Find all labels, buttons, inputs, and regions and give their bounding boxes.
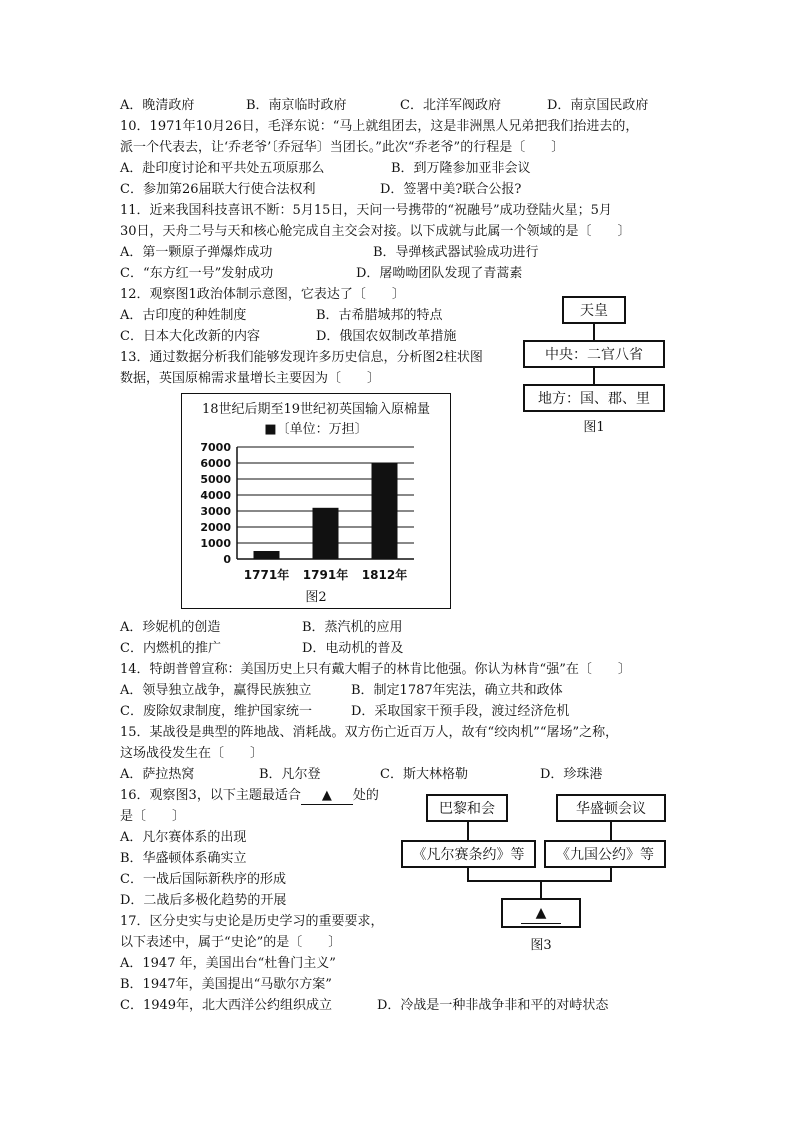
q12-option-c: C．日本大化改新的内容 — [120, 329, 260, 344]
q17-option-a: A．1947 年，美国出台“杜鲁门主义” — [120, 956, 336, 971]
q10-stem-line1: 10．1971年10月26日，毛泽东说：“马上就组团去，这是非洲黑人兄弟把我们抬进去的， — [120, 119, 639, 134]
q17-stem-line2: 以下表述中，属于“史论”的是〔 〕 — [120, 935, 342, 950]
q13-stem-line1: 13．通过数据分析我们能够发现许多历史信息，分析图2柱状图 — [120, 350, 483, 365]
q9-option-d: D．南京国民政府 — [547, 98, 649, 113]
q11-option-a: A．第一颗原子弹爆炸成功 — [120, 245, 273, 260]
chart-xtick-label: 1812年 — [361, 568, 408, 582]
chart-plot — [182, 394, 450, 608]
q17-stem-line1: 17．区分史实与史论是历史学习的重要要求， — [120, 914, 384, 929]
figure3-box-paris: 巴黎和会 — [426, 794, 508, 822]
figure1-caption: 图1 — [583, 420, 605, 435]
q16-option-c: C．一战后国际新秩序的形成 — [120, 872, 286, 887]
figure3-box-washington: 华盛顿会议 — [556, 794, 666, 822]
q10-option-a: A．赴印度讨论和平共处五项原那么 — [120, 161, 325, 176]
q17-option-b: B．1947年，美国提出“马歇尔方案” — [120, 977, 332, 992]
q14-option-d: D．采取国家干预手段，渡过经济危机 — [351, 704, 570, 719]
chart-xtick-label: 1771年 — [243, 568, 290, 582]
q12-option-d: D．俄国农奴制改革措施 — [316, 329, 457, 344]
chart-ytick-label: 7000 — [200, 441, 231, 454]
figure3-connector-right-top — [610, 822, 612, 840]
q11-stem-line2: 30日，天舟二号与天和核心舱完成自主交会对接。以下成就与此属一个领域的是〔 〕 — [120, 224, 631, 239]
chart-bar — [254, 551, 280, 559]
chart-xtick-label: 1791年 — [302, 568, 349, 582]
q9-option-a: A．晚清政府 — [120, 98, 195, 113]
q16-stem-line1 — [120, 788, 379, 805]
figure3-blank-marker: ▲ — [521, 903, 561, 924]
q13-stem-line2: 数据，英国原棉需求量增长主要因为〔 〕 — [120, 371, 381, 386]
q16-option-a: A．凡尔赛体系的出现 — [120, 830, 247, 845]
q15-stem-line2: 这场战役发生在〔 〕 — [120, 746, 264, 761]
q13-option-b: B．蒸汽机的应用 — [302, 620, 403, 635]
chart-ytick-label: 2000 — [200, 521, 231, 534]
figure3-caption: 图3 — [530, 938, 552, 953]
figure2-caption: 图2 — [305, 590, 327, 605]
q12-option-a: A．古印度的种姓制度 — [120, 308, 247, 323]
chart-ytick-label: 4000 — [200, 489, 231, 502]
q16-stem-part-a: 16．观察图3，以下主题最适合 — [120, 788, 301, 803]
figure1-box-central: 中央：二官八省 — [523, 340, 665, 368]
chart-ytick-label: 5000 — [200, 473, 231, 486]
q17-option-c: C．1949年，北大西洋公约组织成立 — [120, 998, 333, 1013]
figure1-connector-1 — [593, 324, 595, 340]
q16-option-d: D．二战后多极化趋势的开展 — [120, 893, 287, 908]
q10-option-c: C．参加第26届联大行使合法权利 — [120, 182, 316, 197]
chart-ytick-label: 3000 — [200, 505, 231, 518]
chart-legend: ■〔单位：万担〕 — [264, 422, 368, 437]
q16-blank-marker: ▲ — [301, 788, 353, 805]
q9-option-b: B．南京临时政府 — [246, 98, 347, 113]
chart-ytick-label: 6000 — [200, 457, 231, 470]
figure1-connector-2 — [593, 368, 595, 384]
q11-option-b: B．导弹核武器试验成功进行 — [373, 245, 539, 260]
chart-title: 18世纪后期至19世纪初英国输入原棉量 — [201, 402, 431, 417]
q15-stem-line1: 15．某战役是典型的阵地战、消耗战。双方伤亡近百万人，故有“绞肉机”“屠场”之称， — [120, 725, 619, 740]
q12-stem: 12．观察图1政治体制示意图，它表达了〔 〕 — [120, 287, 405, 302]
chart-bar — [313, 508, 339, 559]
q15-option-d: D．珍珠港 — [540, 767, 603, 782]
q11-option-c: C．“东方红一号”发射成功 — [120, 266, 274, 281]
q17-option-d: D．冷战是一种非战争非和平的对峙状态 — [377, 998, 609, 1013]
q15-option-a: A．萨拉热窝 — [120, 767, 195, 782]
q16-stem-part-b: 处的 — [352, 788, 379, 803]
q15-option-b: B．凡尔登 — [259, 767, 321, 782]
q14-option-b: B．制定1787年宪法，确立共和政体 — [351, 683, 563, 698]
chart-bar — [372, 463, 398, 559]
chart-ytick-label: 1000 — [200, 537, 231, 550]
figure2-chart-frame — [181, 393, 451, 609]
figure3-connector-left-top — [467, 822, 469, 840]
q11-stem-line1: 11．近来我国科技喜讯不断：5月15日，天问一号携带的“祝融号”成功登陆火星；5月 — [120, 203, 612, 218]
figure3-box-nine-power: 《九国公约》等 — [544, 840, 666, 868]
q13-option-a: A．珍妮机的创造 — [120, 620, 221, 635]
figure3-box-versailles: 《凡尔赛条约》等 — [401, 840, 536, 868]
q10-option-b: B．到万隆参加亚非会议 — [391, 161, 531, 176]
q10-stem-line2: 派一个代表去，让‘乔老爷’〔乔冠华〕当团长。”此次“乔老爷”的行程是〔 〕 — [120, 140, 565, 155]
q16-option-b: B．华盛顿体系确实立 — [120, 851, 247, 866]
figure1-box-local: 地方：国、郡、里 — [523, 384, 665, 412]
q10-option-d: D．签署中美?联合公报? — [380, 182, 522, 197]
q16-stem-line2: 是〔 〕 — [120, 809, 186, 824]
q12-option-b: B．古希腊城邦的特点 — [316, 308, 443, 323]
q13-option-d: D．电动机的普及 — [302, 641, 404, 656]
q14-option-a: A．领导独立战争，赢得民族独立 — [120, 683, 312, 698]
q14-option-c: C．废除奴隶制度，维护国家统一 — [120, 704, 312, 719]
q13-option-c: C．内燃机的推广 — [120, 641, 221, 656]
q9-option-c: C．北洋军阀政府 — [400, 98, 501, 113]
q11-option-d: D．屠呦呦团队发现了青蒿素 — [356, 266, 523, 281]
q14-stem: 14．特朗普曾宣称：美国历史上只有戴大帽子的林肯比他强。你认为林肯“强”在〔 〕 — [120, 662, 631, 677]
figure3-box-answer — [501, 898, 581, 928]
chart-ytick-label: 0 — [223, 553, 231, 566]
figure3-connector-center — [540, 880, 542, 898]
figure1-box-emperor: 天皇 — [562, 296, 626, 324]
q15-option-c: C．斯大林格勒 — [380, 767, 468, 782]
